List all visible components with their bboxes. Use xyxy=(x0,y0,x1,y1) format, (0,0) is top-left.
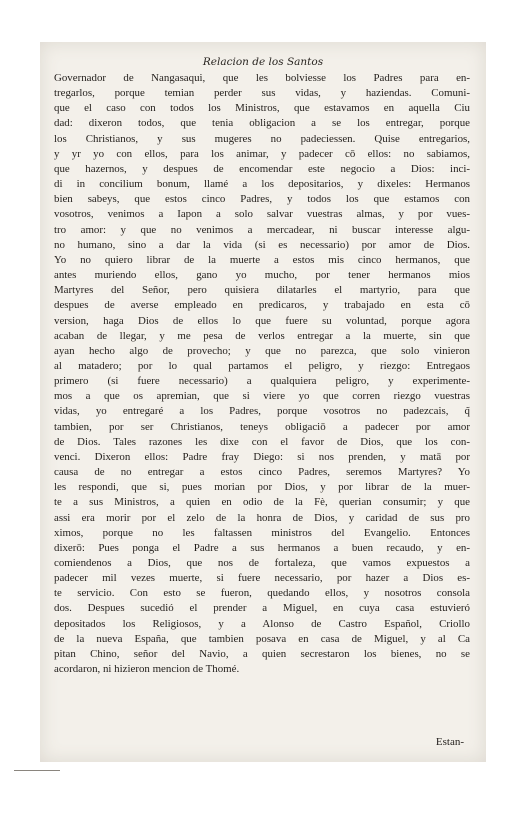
text-line: venci. Dixeron ellos: Padre fray Diego: si nos prenden, y matā por xyxy=(54,450,470,463)
text-line: dad: dixeron todos, que tenia obligacion a se los entregar, porque xyxy=(54,117,470,130)
text-line: Governador de Nangasaqui, que les bolviesse los Padres para en- xyxy=(54,72,470,84)
text-line: tregarlos, porque temian perder sus vidas, y haziendas. Comuni- xyxy=(54,87,470,100)
catchword: Estan- xyxy=(435,736,464,748)
text-line: version, haga Dios de ellos lo que fuere su voluntad, porque agora xyxy=(54,314,470,327)
text-line: depositados los Religiosos, y a Alonso de Castro Español, Criollo xyxy=(54,617,470,630)
text-line: dos. Despues sucedió el prender a Miguel, en cuya casa estuvieró xyxy=(54,602,470,615)
running-head: Relacion de los Santos xyxy=(202,56,324,68)
text-line: acordaron, ni hizieron mencion de Thomé. xyxy=(54,663,240,676)
text-line: assi era morir por el zelo de la honra de Dios, y caridad de sus pro xyxy=(54,511,470,524)
text-line: ayan hecho algo de provecho; y que no parezca, que solo vinieron xyxy=(54,344,470,357)
text-line: que el caso con todos los Ministros, que estavamos en aquella Ciu xyxy=(54,102,470,115)
text-line: te a sus Ministros, a quien en odio de la Fè, querian consumir; y que xyxy=(54,496,470,509)
text-line: causa de no entregar a estos cinco Padres, seremos Martyres? Yo xyxy=(54,466,470,479)
text-line: al matadero; por lo qual partamos el peligro, y riezgo: Entregaos xyxy=(54,359,470,372)
text-line: padecer mil vezes muerte, si fuere necessario, por hazer a Dios es- xyxy=(54,572,470,585)
text-line: les respondi, que si, pues morian por Dios, y por librar de la muer- xyxy=(54,481,470,494)
text-line: pitan Chino, señor del Navio, a quien secrestaron los bienes, no se xyxy=(54,647,470,660)
text-line: vosotros, venimos a Iapon a solo salvar vuestras almas, y por vues- xyxy=(54,208,470,221)
text-line: di in concilium bonum, llamé a los depositarios, y dixeles: Hermanos xyxy=(54,178,470,191)
text-line: los Christianos, y sus mugeres no padeciessen. Quise entregarios, xyxy=(54,132,470,145)
text-line: mos a que os apremian, que si viere yo que corren riezgo vuestras xyxy=(54,390,470,403)
text-line: acaban de llegar, y me pesa de verlos entregar a la muerte, sin que xyxy=(54,329,470,342)
text-line: de la nueva España, que tambien posava en casa de Miguel, y al Ca xyxy=(54,632,470,645)
text-line: antes muriendo ellos, gano yo mucho, por tener hermanos mios xyxy=(54,269,470,282)
text-line: de Dios. Tales razones les dixe con el favor de Dios, que los con- xyxy=(54,435,470,448)
text-line: ximos, porque no les faltassen ministros del Evangelio. Entonces xyxy=(54,526,470,539)
text-line: bien sabeys, que estos cinco Padres, y todos los que estamos con xyxy=(54,193,470,206)
text-line: que hazernos, y despues de encomendar este negocio a Dios: inci- xyxy=(54,162,470,175)
text-line: no humano, sino a dar la vida (si es necessario) por amor de Dios. xyxy=(54,238,470,251)
text-line: te servicio. Con esto se fueron, quedando ellos, y nosotros consola xyxy=(54,587,470,600)
text-line: tambien, por ser Christianos, teneys obligaciō a padecer por amor xyxy=(54,420,470,433)
book-page xyxy=(40,42,486,762)
text-line: Yo no quiero librar de la muerte a estos mis cinco hermanos, que xyxy=(54,253,470,266)
body-text xyxy=(54,71,470,677)
text-line: primero (si fuere necessario) a qualquiera peligro, y experimente- xyxy=(54,375,470,388)
text-line: Martyres del Señor, pero quisiera dilatarles el martyrio, para que xyxy=(54,284,470,297)
bottom-rule xyxy=(14,770,60,771)
text-line: despues de averse empleado en predicaros, y trabajado en esta cō xyxy=(54,299,470,312)
text-line: y yr yo con ellos, para los animar, y padecer cō ellos: no sabiamos, xyxy=(54,147,470,160)
text-line: dixerō: Pues ponga el Padre a sus hermanos a buen recaudo, y en- xyxy=(54,541,470,554)
text-line: vidas, yo entregaré a los Padres, porque vosotros no padezcais, q̃ xyxy=(54,405,470,418)
text-line: tro amor: y que no venimos a mercadear, ni buscar interesse algu- xyxy=(54,223,470,236)
text-line: comiendenos a Dios, que nos de fortaleza, que vamos expuestos a xyxy=(54,557,470,569)
